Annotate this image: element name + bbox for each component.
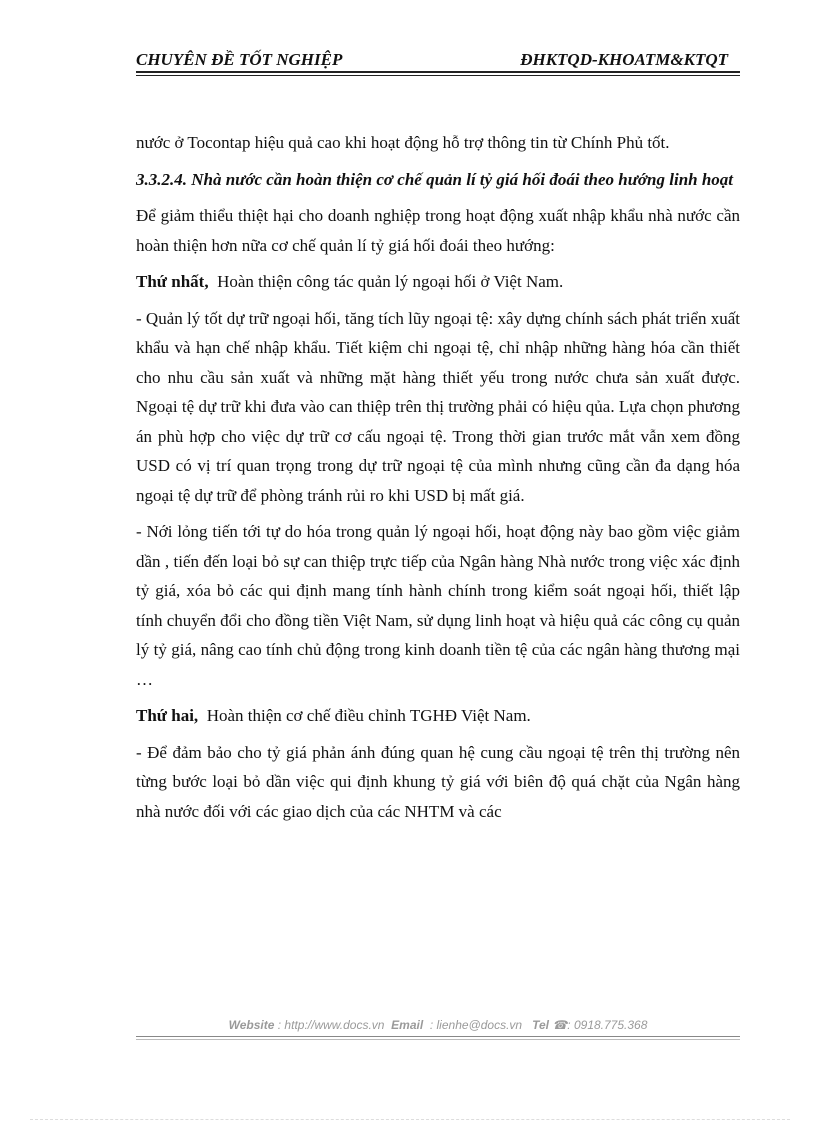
paragraph-reserve-management: - Quản lý tốt dự trữ ngoại hối, tăng tích lũy ngoại tệ: xây dựng chính sách phát triển xuất khẩu và hạn chế nhập khẩu. Tiết kiệm chi ngoại tệ, chỉ nhập những hàng hóa cần thiết cho nhu cầu sản xuất và những mặt hàng thiết yếu trong nước chưa sản xuất được. Ngoại tệ dự trữ khi đưa vào can thiệp trên thị trường phải có hiệu qủa. Lựa chọn phương án phù hợp cho việc dự trữ cơ cấu ngoại tệ. Trong thời gian trước mắt vẫn xem đồng USD có vị trí quan trọng trong dự trữ ngoại tệ của mình nhưng cũng cần đa dạng hóa ngoại tệ dự trữ để phòng tránh rủi ro khi USD bị mất giá.: [136, 308, 740, 505]
paragraph-exchange-rate: - Để đảm bảo cho tỷ giá phản ánh đúng quan hệ cung cầu ngoại tệ trên thị trường nên từng bước loại bỏ dần việc qui định khung tỷ giá với biên độ quá chặt của Ngân hàng nhà nước đối với các giao dịch của các NHTM và các: [136, 742, 740, 821]
footer-website-link[interactable]: : http://www.docs.vn: [277, 1018, 385, 1032]
footer-tel-number: : 0918.775.368: [567, 1018, 648, 1032]
footer-email-link[interactable]: : lienhe@docs.vn: [429, 1018, 523, 1032]
paragraph-intro: Để giảm thiểu thiệt hại cho doanh nghiệp trong hoạt động xuất nhập khẩu nhà nước cần hoàn thiện hơn nữa cơ chế quản lí tỷ giá hối đoái theo hướng:: [136, 206, 740, 255]
footer-email-label: Email: [391, 1018, 424, 1032]
phone-icon: ☎: [552, 1018, 568, 1032]
header-rule-thin: [136, 75, 740, 76]
paragraph-first-point: [136, 267, 740, 297]
header-rule: [136, 71, 740, 73]
second-point-text: Hoàn thiện cơ chế điều chỉnh TGHĐ Việt Nam.: [206, 706, 531, 725]
first-point-text: Hoàn thiện công tác quản lý ngoại hối ở Việt Nam.: [217, 272, 564, 291]
header-title-left: CHUYÊN ĐỀ TỐT NGHIỆP: [136, 50, 343, 69]
paragraph-second-point: [136, 701, 740, 731]
page-edge-divider: [30, 1119, 790, 1120]
paragraph-continuation: nước ở Tocontap hiệu quả cao khi hoạt động hỗ trợ thông tin từ Chính Phủ tốt.: [136, 133, 670, 152]
section-heading: 3.3.2.4. Nhà nước cần hoàn thiện cơ chế quản lí tỷ giá hối đoái theo hướng linh hoạt: [136, 169, 734, 189]
footer-tel-label: Tel: [532, 1018, 549, 1032]
footer-website-label: Website: [228, 1018, 275, 1032]
footer-rule: [136, 1036, 740, 1037]
document-body: [136, 128, 740, 833]
header-title-right: ĐHKTQD-KHOATM&KTQT: [520, 50, 728, 69]
footer-rule-thin: [136, 1039, 740, 1040]
first-point-label: Thứ nhất,: [136, 272, 209, 291]
second-point-label: Thứ hai,: [136, 706, 199, 725]
page-footer: [136, 1018, 740, 1032]
paragraph-liberalization: - Nới lỏng tiến tới tự do hóa trong quản lý ngoại hối, hoạt động này bao gồm việc giảm dần , tiến đến loại bỏ sự can thiệp trực tiếp của Ngân hàng Nhà nước trong việc xác định tỷ giá, xóa bỏ các qui định mang tính hành chính trong kiểm soát ngoại hối, thiết lập tính chuyển đổi cho đồng tiền Việt Nam, sử dụng linh hoạt và hiệu quả các công cụ quản lý tỷ giá, nâng cao tính chủ động trong kinh doanh tiền tệ của các ngân hàng thương mại …: [136, 522, 740, 689]
page-header: [136, 48, 740, 72]
